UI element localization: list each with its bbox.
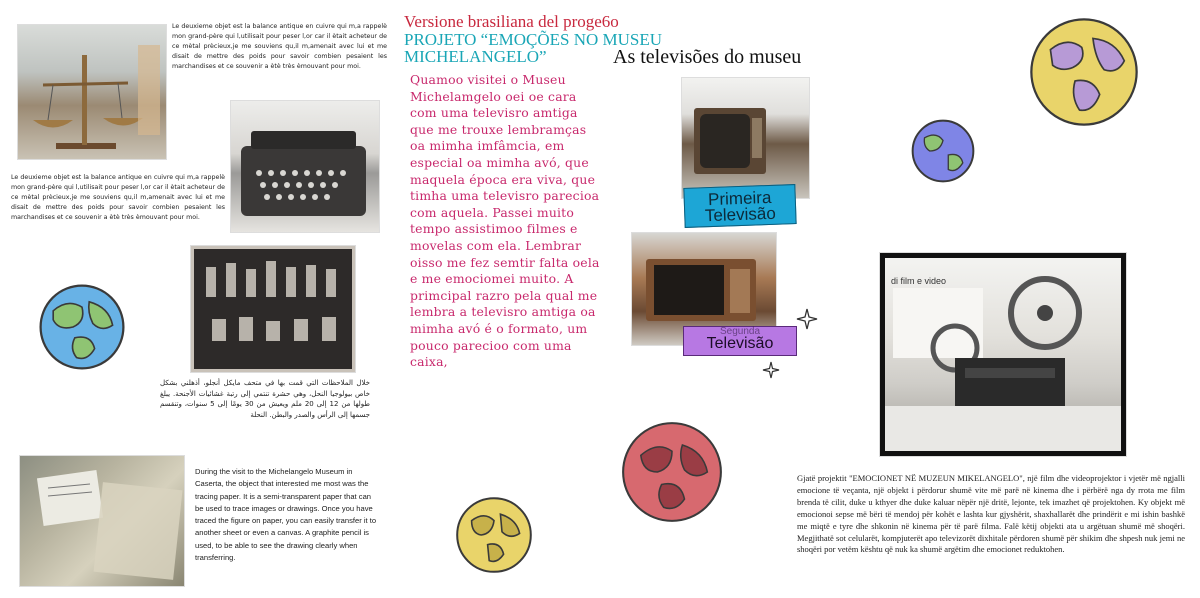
- tracing-paper-photo: [20, 456, 184, 586]
- title-project-line2: MICHELANGELO”: [404, 47, 547, 66]
- arabic-text: خلال الملاحظات التي قمت بها في متحف مايكل أنجلو، أذهلني بشكل خاص بيولوجيا النحل، وهي حشرة تنتمي إلى رتبة غشائيات الأجنحة. يبلغ طولها من 12 إلى 20 ملم ويعيش من 30 يومًا إلى 5 سنوات، وتنقسم جسمها إلى الرأس والصدر والبطن. النحلة: [160, 379, 370, 419]
- projector-sign: di film e video: [891, 276, 947, 286]
- balance-photo: [18, 25, 166, 159]
- balance-text-2: Le deuxieme objet est la balance antique en cuivre qui m,a rappelè mon grand-père qui l,utilisait pour peser l,or car il ètait acheteur de ce mètal prècieux,je me souviens qu,il m,amenait avec lui et me disait de mettre des poids pour savoir combien pesaient les marchandises et ce souvenir a ètè très èmouvant pour moi.: [11, 174, 225, 221]
- title-italian: Versione brasiliana del proge6o: [404, 12, 619, 31]
- tracing-text: During the visit to the Michelangelo Museum in Caserta, the object that interested me most was the tracing paper. It is a semi-transparent paper that can be used to trace images or drawings. Once you have traced the figure on paper, you can easily transfer it to another sheet or even a canvas. A graphite pencil is used, to be able to see the drawing clearly when transferring.: [195, 467, 377, 563]
- portuguese-body-text: Quamoo visitei o Museu Michelamgelo oei oe cara com uma televisro amtiga que me trouxe lembramças oa mimha imfâmcia, em especial oa mimha avó, que maquela época era viva, que timha uma televisro parecioa com aquela. Passei muito tempo assistimoo filmes e movelas com ela. Lembrar oisso me fez semtir falta oela e me emociomei muito. A primcipal razro pela qual me lembra a televisro amtiga oa mimha avó é o formato, um pouco parecioo com uma caixa,: [410, 72, 600, 370]
- tv1-illustration: [682, 78, 809, 198]
- tracing-illustration: [20, 456, 184, 586]
- telegraph-illustration: [194, 249, 352, 369]
- globe-icon: [454, 495, 534, 575]
- albanian-text: Gjatë projektit "EMOCIONET NË MUZEUN MIKELANGELO", një film dhe videoprojektor i vjetër më ngjalli emocione të veçanta, një objekt i përdorur shumë vite më parë në kinema dhe i përbërë nga dy rrota me film brenda të cilit, duke u kthyer dhe duke kaluar nëpër një dritë, lejonte, tek imazhet që projektohen. Ky objekt më emocionoi sepse më bëri të mendoj për kohët e lashta kur gjyshërit, shaxhallarët dhe prindërit e mi ishin bashkë me miqtë e tyre dhe shkonin në kinema për të parë filma. Falë këtij objekti ata u argëtuan shumë më shoqëri. Megjithatë sot celularët, kompjuterët apo televizorët dixhitale përdoren shumë për shikim dhe shpesh nuk jemi ne shoqëri por vetëm kështu që nuk ka shumë argëtim dhe emocionet reduktohen.: [797, 473, 1185, 555]
- tag-second-tv-line1: Segunda: [719, 326, 761, 337]
- title-project-line1: PROJETO “EMOÇÕES NO MUSEU: [404, 30, 663, 49]
- globe-icon: [620, 420, 724, 524]
- tag-second-tv-line2: Televisão: [706, 335, 774, 352]
- typewriter-photo: [231, 101, 379, 232]
- globe-icon: [910, 118, 976, 184]
- balance-text-1: Le deuxieme objet est la balance antique en cuivre qui m,a rappelè mon grand-père qui l,utilisait pour peser l,or car il ètait acheteur de ce mètal prècieux,je me souviens qu,il m,amenait avec lui et me disait de mettre des poids pour savoir combien pesaient les marchandises et ce souvenir a ètè très èmouvant pour moi.: [172, 23, 387, 70]
- sparkle-icon: [762, 361, 780, 379]
- first-tv-photo: [682, 78, 809, 198]
- sparkle-icon: [795, 307, 819, 331]
- globe-icon: [1028, 16, 1140, 128]
- tag-second-tv: [683, 326, 797, 356]
- globe-icon: [37, 282, 127, 372]
- balance-illustration: [18, 25, 166, 159]
- projector-photo: [885, 258, 1121, 451]
- tag-first-tv-line1: Primeira: [707, 187, 772, 210]
- typewriter-illustration: [231, 101, 379, 232]
- projector-photo-frame: [880, 253, 1126, 456]
- projector-illustration: [885, 258, 1121, 451]
- tag-first-tv-line2: Televisão: [704, 203, 777, 226]
- tag-first-tv: [683, 184, 796, 228]
- telegraph-photo: [191, 246, 355, 372]
- title-televisions: As televisões do museu: [613, 46, 802, 68]
